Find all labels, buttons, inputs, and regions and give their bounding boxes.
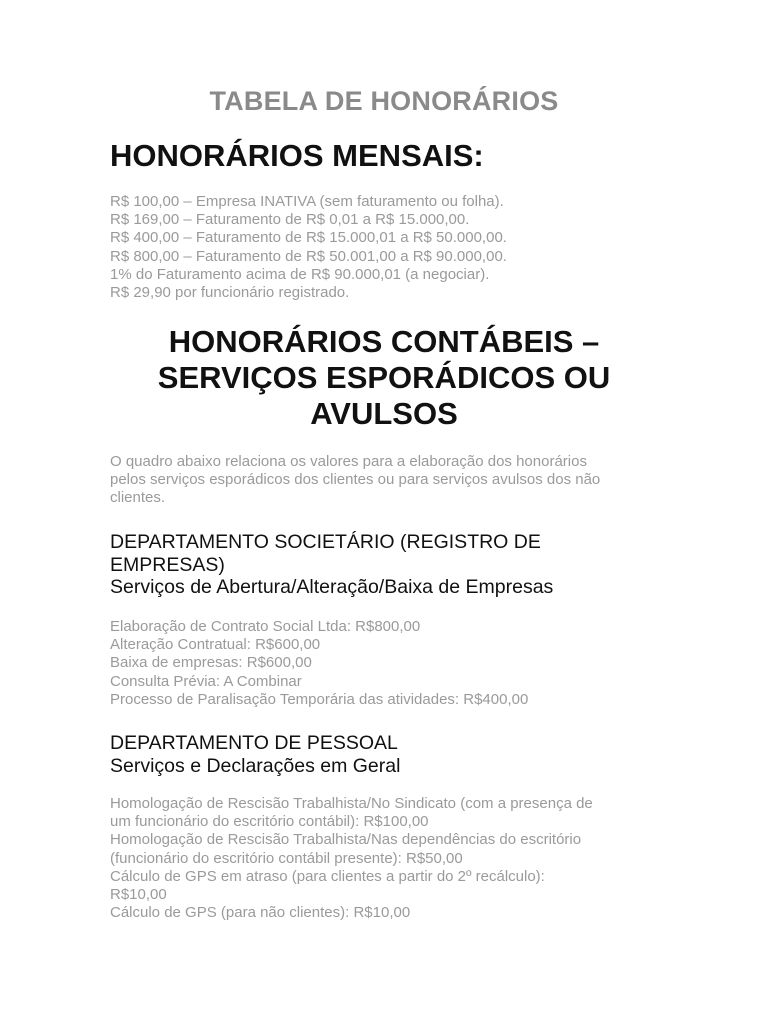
societario-heading-line: EMPRESAS)	[110, 553, 225, 576]
price-item: Cálculo de GPS (para não clientes): R$10,00	[110, 904, 411, 922]
societario-price-list	[110, 618, 528, 709]
intro-line: O quadro abaixo relaciona os valores para a elaboração dos honorários	[110, 453, 587, 470]
societario-heading-line: DEPARTAMENTO SOCIETÁRIO (REGISTRO DE	[110, 531, 541, 553]
pessoal-price-list	[110, 795, 593, 922]
price-item: 1% do Faturamento acima de R$ 90.000,01 (a negociar).	[110, 265, 490, 283]
price-item: Homologação de Rescisão Trabalhista/Nas dependências do escritório	[110, 831, 582, 849]
contabeis-heading-line: HONORÁRIOS CONTÁBEIS –	[168, 324, 600, 359]
price-item: Baixa de empresas: R$600,00	[110, 654, 312, 672]
contabeis-heading-line: SERVIÇOS ESPORÁDICOS OU	[157, 360, 611, 395]
pessoal-heading-line: DEPARTAMENTO DE PESSOAL	[110, 732, 398, 754]
intro-line: clientes.	[110, 489, 166, 507]
contabeis-heading	[110, 324, 658, 432]
price-item: Cálculo de GPS em atraso (para clientes a partir do 2º recálculo):	[110, 867, 545, 885]
contabeis-intro-paragraph	[110, 453, 600, 508]
document-title: TABELA DE HONORÁRIOS	[209, 86, 559, 116]
price-item: R$ 29,90 por funcionário registrado.	[110, 284, 350, 302]
price-item: R$ 169,00 – Faturamento de R$ 0,01 a R$ 15.000,00.	[110, 211, 470, 229]
price-item: Processo de Paralisação Temporária das atividades: R$400,00	[110, 690, 529, 708]
price-item: Consulta Prévia: A Combinar	[110, 672, 302, 690]
price-item: (funcionário do escritório contábil presente): R$50,00	[110, 849, 463, 867]
contabeis-heading-line: AVULSOS	[310, 396, 458, 431]
societario-heading	[110, 531, 553, 599]
intro-line: pelos serviços esporádicos dos clientes ou para serviços avulsos dos não	[110, 471, 601, 489]
price-item: Elaboração de Contrato Social Ltda: R$800,00	[110, 618, 421, 635]
price-item: R$ 400,00 – Faturamento de R$ 15.000,01 a R$ 50.000,00.	[110, 229, 507, 247]
societario-subheading: Serviços de Abertura/Alteração/Baixa de Empresas	[110, 576, 554, 598]
price-item: Alteração Contratual: R$600,00	[110, 636, 321, 654]
mensais-price-list	[110, 193, 507, 302]
price-item: R$ 100,00 – Empresa INATIVA (sem faturamento ou folha).	[110, 193, 504, 210]
price-item: um funcionário do escritório contábil): R$100,00	[110, 813, 429, 831]
pessoal-heading	[110, 732, 400, 777]
price-item: Homologação de Rescisão Trabalhista/No Sindicato (com a presença de	[110, 795, 593, 812]
price-item: R$ 800,00 – Faturamento de R$ 50.001,00 a R$ 90.000,00.	[110, 247, 507, 265]
pessoal-subheading: Serviços e Declarações em Geral	[110, 754, 401, 777]
price-item: R$10,00	[110, 886, 167, 904]
mensais-heading: HONORÁRIOS MENSAIS:	[110, 138, 484, 173]
